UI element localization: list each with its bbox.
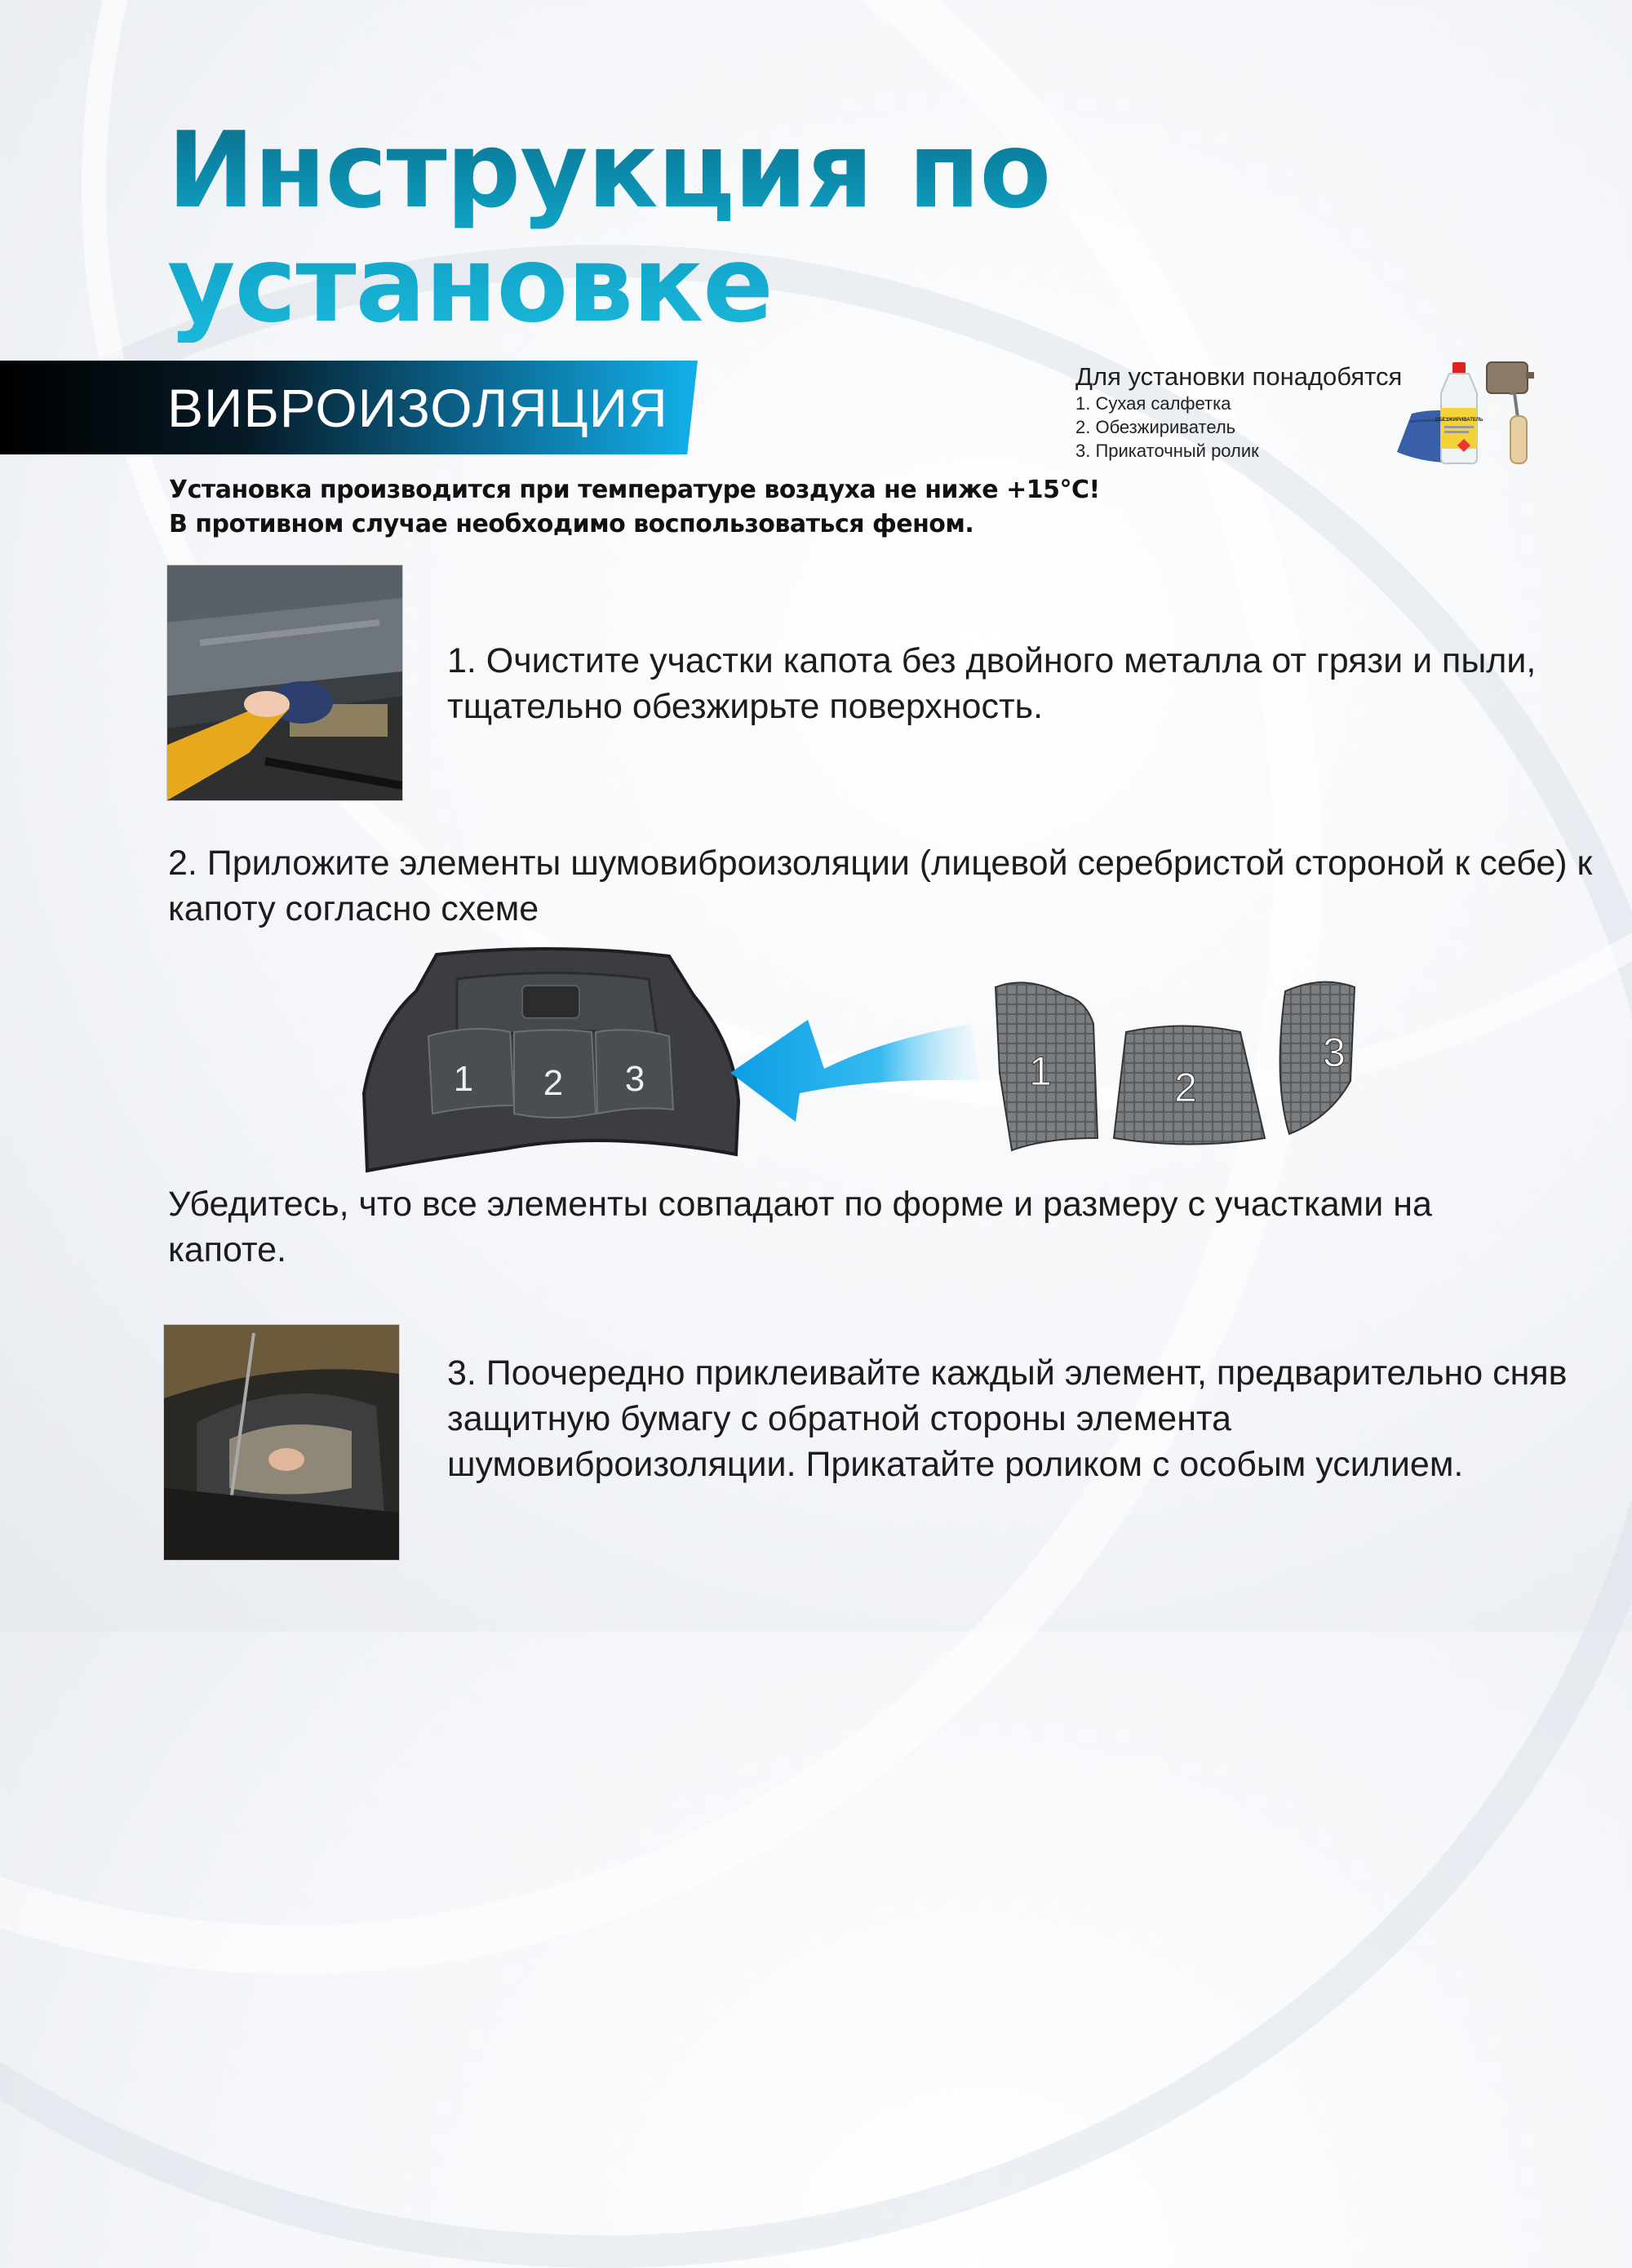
check-text: Убедитесь, что все элементы совпадают по форме и размеру с участками на капоте. [168, 1185, 1432, 1269]
title-line-1: Инструкция по [167, 110, 1051, 232]
step-1-text: 1. Очистите участки капота без двойного металла от грязи и пыли, тщательно обезжирьте поверхность. [447, 641, 1537, 726]
piece-label-3: 3 [1323, 1030, 1346, 1075]
warning-line-1: Установка производится при температуре воздуха не ниже +15°С! [169, 476, 1100, 504]
hood-label-3: 3 [624, 1059, 645, 1099]
warning-line-2: В противном случае необходимо воспользоваться феном. [169, 510, 974, 538]
temperature-warning [169, 473, 1100, 542]
piece-label-1: 1 [1029, 1048, 1052, 1094]
step1-photo [166, 565, 403, 801]
bottle-icon [1435, 362, 1484, 463]
tools-illustration [1395, 361, 1539, 467]
tools-heading: Для установки понадобятся [1075, 362, 1403, 391]
tools-item: 3. Прикаточный ролик [1075, 441, 1259, 461]
bottle-label: ОБЕЗЖИРИВАТЕЛЬ [1435, 418, 1483, 423]
section-banner-label: ВИБРОИЗОЛЯЦИЯ [167, 378, 668, 438]
tools-item: 1. Сухая салфетка [1075, 393, 1231, 414]
hood-diagram [359, 946, 743, 1175]
page-title [167, 110, 1051, 346]
tools-item: 2. Обезжириватель [1075, 417, 1236, 437]
direction-arrow-icon [718, 1008, 987, 1130]
roller-icon [1487, 362, 1534, 463]
piece-label-2: 2 [1174, 1065, 1197, 1110]
insulation-pieces [987, 975, 1395, 1154]
tools-list [1075, 362, 1451, 463]
step-3-text: 3. Поочередно приклеивайте каждый элемент, предварительно сняв защитную бумагу с обратной стороны элемента шумовиброизоляции. Прикатайте роликом с особым усилием. [447, 1353, 1568, 1484]
step3-photo [163, 1324, 400, 1561]
hood-label-1: 1 [453, 1059, 474, 1099]
step-2-text: 2. Приложите элементы шумовиброизоляции (лицевой серебристой стороной к себе) к капоту согласно схеме [168, 844, 1593, 928]
hood-label-2: 2 [543, 1063, 564, 1103]
title-line-2: установке [167, 224, 773, 346]
